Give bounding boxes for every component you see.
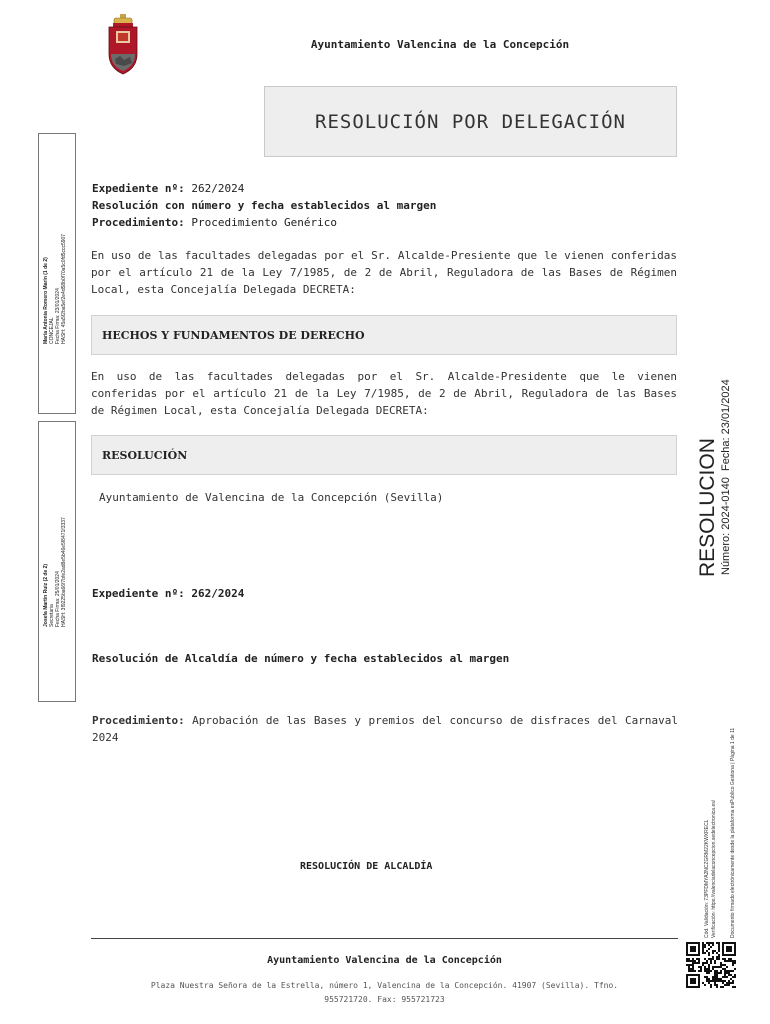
procedimiento-label: Procedimiento: [92, 216, 185, 229]
body-procedimiento-label: Procedimiento: [92, 714, 185, 727]
signature-2-date: Fecha Firma: 25/01/2024 [55, 571, 61, 627]
body-procedimiento-value: Aprobación de las Bases y premios del concurso de disfraces del Carnaval 2024 [92, 714, 698, 744]
expediente-value: 262/2024 [191, 182, 245, 195]
signature-1-name: María Antonia Romero Marín (1 de 2) [43, 257, 49, 344]
document-page-info: Documento firmado electrónicamente desde la plataforma esPublico Gestiona | Página 1 de 11 [730, 727, 736, 938]
footer-address-line1: Plaza Nuestra Señora de la Estrella, número 1, Valencina de la Concepción. 41907 (Sevilla). Tfno. [150, 981, 619, 990]
procedimiento-value: Procedimiento Genérico [191, 216, 338, 229]
qr-code[interactable] [686, 942, 736, 988]
signature-2-text [43, 517, 67, 627]
resolucion-margin-line: Resolución con número y fecha establecidos al margen [92, 199, 437, 212]
section-hechos-heading: HECHOS Y FUNDAMENTOS DE DERECHO [91, 315, 677, 355]
header-organization: Ayuntamiento Valencina de la Concepción [310, 38, 570, 51]
signature-box-1 [38, 133, 76, 414]
body-procedimiento-paragraph [92, 712, 698, 746]
validation-text [704, 800, 717, 938]
signature-1-date: Fecha Firma: 23/01/2024 [55, 288, 61, 344]
body-expediente-line: Expediente nº: 262/2024 [92, 587, 245, 600]
ayuntamiento-line: Ayuntamiento de Valencina de la Concepción (Sevilla) [99, 491, 444, 504]
footer-address [91, 979, 678, 1007]
resolucion-number: Número: 2024-0140 [720, 477, 732, 575]
signature-box-2 [38, 421, 76, 702]
signature-1-hash: HASH: 45a5f2ba5ef2e4d58b0f70a5c0fd5ccc5907 [61, 233, 67, 344]
expediente-meta-line [92, 180, 244, 197]
signature-2-name: Josefa Martín Ruiz (2 de 2) [43, 563, 49, 627]
footer-address-line2: 955721720. Fax: 955721723 [324, 995, 445, 1004]
resolucion-date: Fecha: 23/01/2024 [720, 379, 732, 472]
validation-code: Cód. Validación: 73PFDMYA2NCZGRM22KWXRECL [704, 819, 710, 938]
hechos-paragraph: En uso de las facultades delegadas por el Sr. Alcalde-Presidente que le vienen conferidas por el artículo 21 de la Ley 7/1985, de 2 de Abril, Reguladora de las Bases de Régimen Local, esta Concejalía Delegada DECRETA: [91, 370, 677, 417]
procedimiento-meta-line [92, 214, 337, 231]
footer-organization: Ayuntamiento Valencina de la Concepción [267, 955, 502, 966]
body-alcaldia-line: Resolución de Alcaldía de número y fecha establecidos al margen [92, 652, 510, 665]
validation-url: Verificación: https://valenciadelaconcepcion.sedelectronica.es/ [710, 799, 717, 938]
coat-of-arms-logo [106, 14, 140, 76]
resolucion-stamp-number-date [720, 379, 733, 575]
signature-1-text [43, 234, 67, 344]
expediente-label: Expediente nº: [92, 182, 185, 195]
signature-2-hash: HASH: 3f9225ba66f7bfe2ad8e5b46e5f8471f3337 [61, 517, 67, 627]
section-resolucion-heading: RESOLUCIÓN [91, 435, 677, 475]
resolucion-stamp-word: RESOLUCION [696, 438, 719, 577]
document-title: RESOLUCIÓN POR DELEGACIÓN [264, 86, 677, 157]
signature-1-role: CONCEJAL [49, 317, 55, 344]
signature-2-role: Secretaria [49, 604, 55, 627]
intro-paragraph: En uso de las facultades delegadas por el Sr. Alcalde-Presiente que le vienen conferidas por el artículo 21 de la Ley 7/1985, de 2 de Abril, Reguladora de las Bases de Régimen Local, esta Concejalía Delegada DECRETA: [91, 249, 677, 296]
footer-divider [91, 938, 678, 939]
resolucion-alcaldia-heading: RESOLUCIÓN DE ALCALDÍA [300, 861, 433, 872]
